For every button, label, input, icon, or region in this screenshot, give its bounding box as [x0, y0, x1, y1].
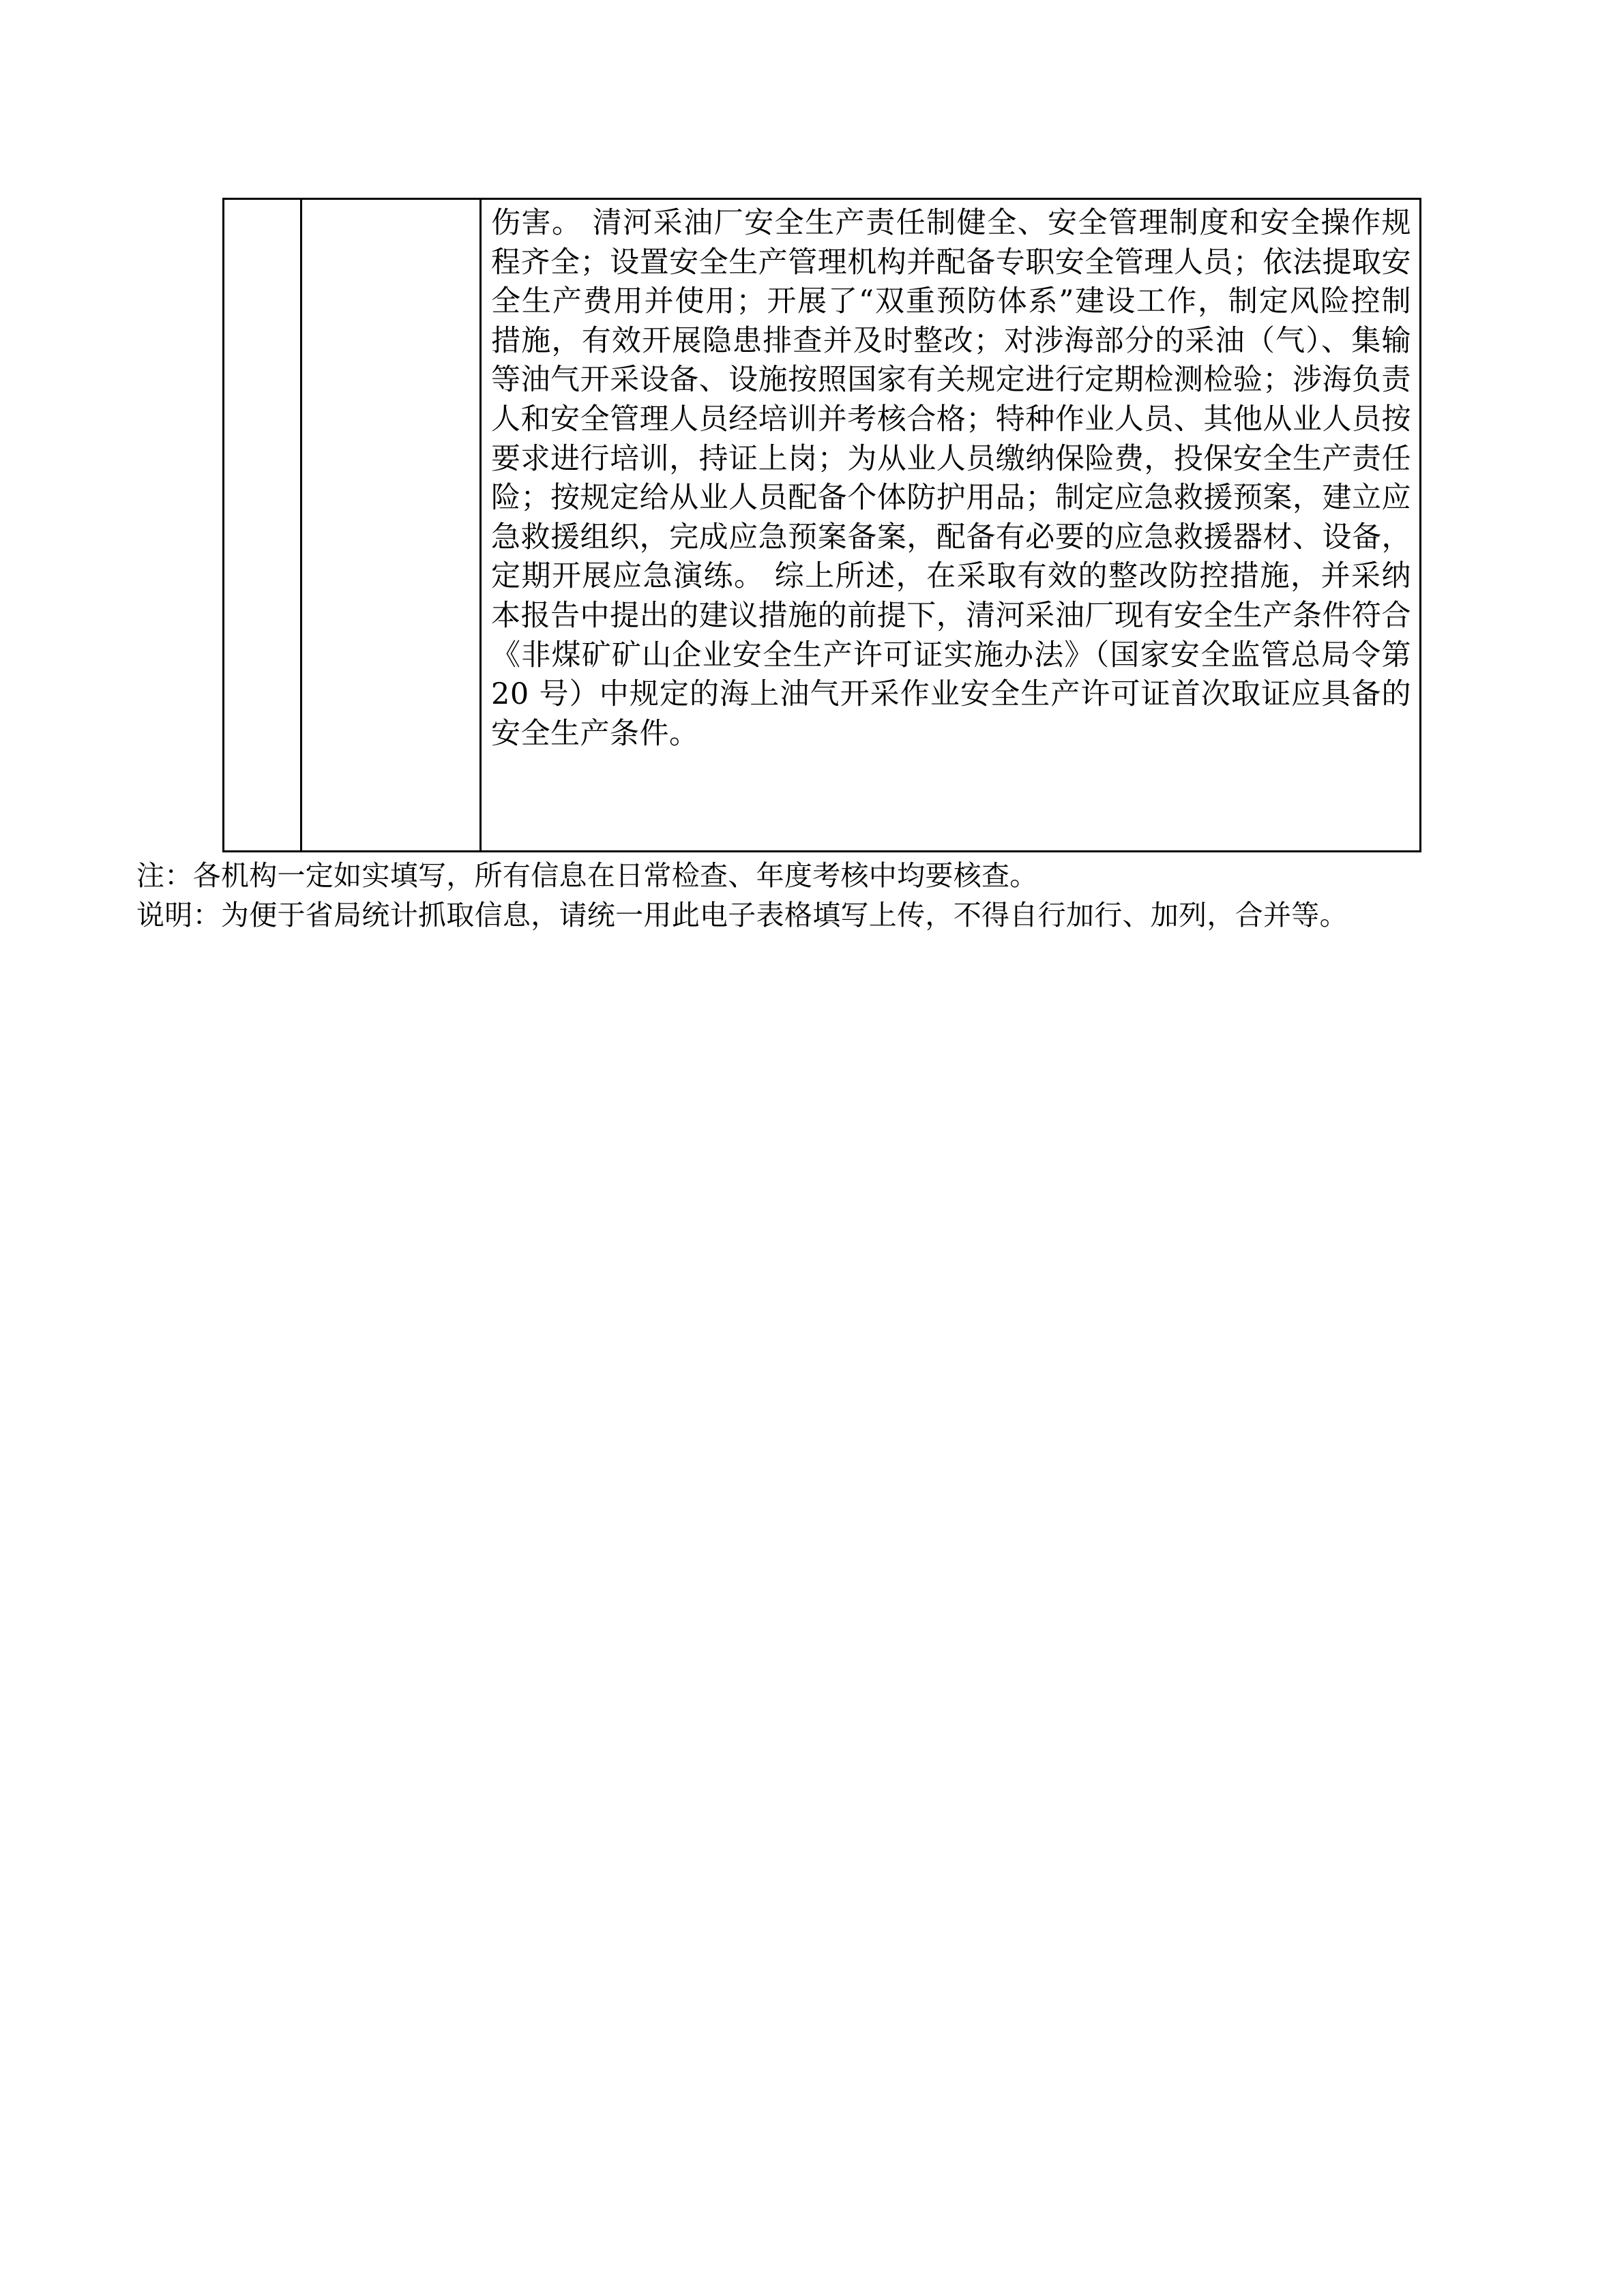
assessment-table: [222, 198, 1421, 852]
footnote-note: 注：各机构一定如实填写，所有信息在日常检查、年度考核中均要核查。: [136, 859, 1038, 892]
table-cell-item: [301, 199, 481, 852]
cell-item-text: [302, 200, 479, 204]
table-cell-conclusion: [481, 199, 1421, 852]
footnote-explanation: 说明：为便于省局统计抓取信息，请统一用此电子表格填写上传，不得自行加行、加列，合并等。: [136, 899, 1348, 931]
table-row: [224, 199, 1421, 852]
conclusion-paragraph: 伤害。 清河采油厂安全生产责任制健全、安全管理制度和安全操作规程齐全；设置安全生产管理机构并配备专职安全管理人员；依法提取安全生产费用并使用；开展了“双重预防体系”建设工作，制定风险控制措施，有效开展隐患排查并及时整改；对涉海部分的采油（气）、集输等油气开采设备、设施按照国家有关规定进行定期检测检验；涉海负责人和安全管理人员经培训并考核合格；特种作业人员、其他从业人员按要求进行培训，持证上岗；为从业人员缴纳保险费，投保安全生产责任险；按规定给从业人员配备个体防护用品；制定应急救援预案，建立应急救援组织，完成应急预案备案，配备有必要的应急救援器材、设备，定期开展应急演练。 综上所述，在采取有效的整改防控措施，并采纳本报告中提出的建议措施的前提下，清河采油厂现有安全生产条件符合《非煤矿矿山企业安全生产许可证实施办法》（国家安全监管总局令第 20 号）中规定的海上油气开采作业安全生产许可证首次取证应具备的安全生产条件。: [491, 206, 1411, 751]
cell-index-text: [224, 200, 300, 204]
table-cell-index: [224, 199, 301, 852]
